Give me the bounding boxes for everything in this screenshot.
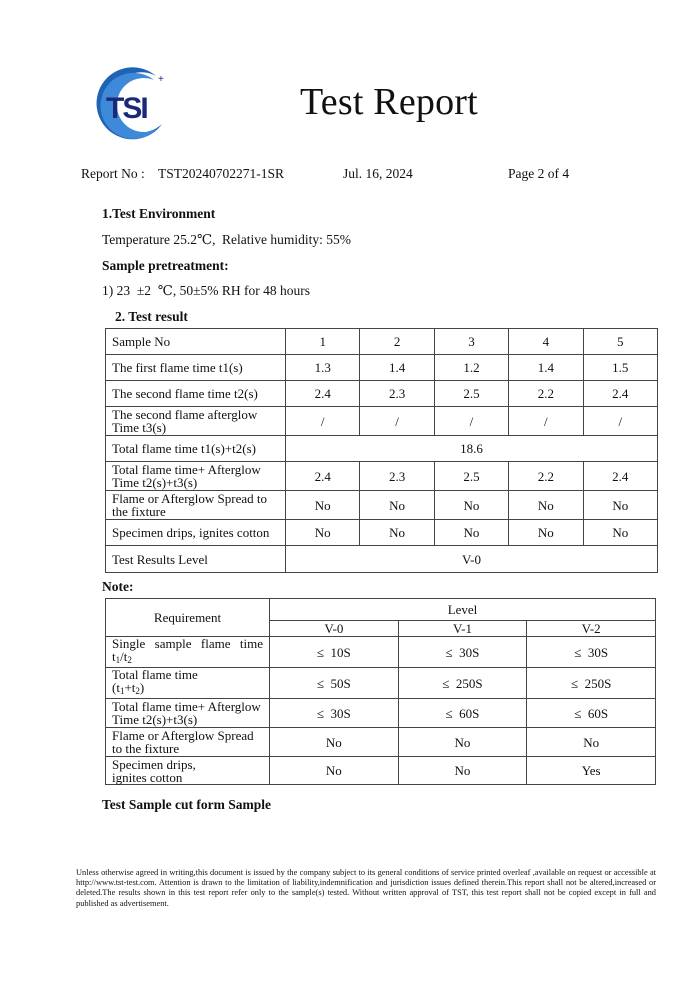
cell: No — [286, 491, 360, 520]
sample-no-5: 5 — [583, 329, 657, 355]
row-label: Total flame time+ Afterglow Time t2(s)+t3(s) — [106, 462, 286, 491]
table-row — [106, 728, 656, 757]
row-label: Flame or Afterglow Spread to the fixture — [106, 728, 270, 757]
cell: No — [270, 757, 399, 785]
cell: 2.4 — [583, 462, 657, 491]
row-label: Total flame time $(t_1+t_2)$ — [106, 668, 270, 699]
cell: 1.4 — [509, 355, 583, 381]
cell: ≤ 60S — [527, 699, 656, 728]
cell: No — [527, 728, 656, 757]
note-heading: Note: — [102, 579, 134, 594]
cell: 1.2 — [434, 355, 508, 381]
sample-no-4: 4 — [509, 329, 583, 355]
table-row — [106, 355, 658, 381]
tst-logo — [92, 66, 172, 146]
sample-cut-heading: Test Sample cut form Sample — [102, 797, 271, 812]
table-row — [106, 381, 658, 407]
row-label: Specimen drips, ignites cotton — [106, 520, 286, 546]
test-result-table — [105, 328, 658, 573]
cell: ≤ 30S — [398, 637, 527, 668]
env-heading: 1.Test Environment — [102, 206, 216, 221]
cell: 2.4 — [286, 462, 360, 491]
result-level-value: V-0 — [286, 546, 658, 573]
level-header: Level — [270, 599, 656, 621]
footer-disclaimer: Unless otherwise agreed in writing,this document is issued by the company subject to its general conditions of service printed overleaf ,available on request or accessible at http://www.tst-test.com. Attention is drawn to the limitation of liability,indemnification and jurisdiction issues defined therein.This report shall not be altered,increased or deleted.The results shown in this test report refer only to the sample(s) tested. Without written approval of TST, this test report shall not be copied except in full and published as advertisement. — [76, 868, 656, 908]
humidity: Relative humidity: 55% — [222, 232, 351, 247]
result-heading: 2. Test result — [115, 309, 188, 324]
svg-text:+: + — [158, 74, 164, 85]
requirement-header: Requirement — [106, 599, 270, 637]
cell: / — [583, 407, 657, 436]
table-row — [106, 599, 656, 621]
table-row — [106, 491, 658, 520]
total-flame-value: 18.6 — [286, 436, 658, 462]
table-row — [106, 546, 658, 573]
cell: ≤ 30S — [527, 637, 656, 668]
report-date: Jul. 16, 2024 — [343, 166, 413, 181]
cell: / — [509, 407, 583, 436]
table-row — [106, 699, 656, 728]
cell: / — [360, 407, 434, 436]
pretreatment-text: 1) 23 ±2 ℃, 50±5% RH for 48 hours — [102, 283, 311, 298]
cell: 2.4 — [583, 381, 657, 407]
cell: No — [583, 520, 657, 546]
row-label: Flame or Afterglow Spread to the fixture — [106, 491, 286, 520]
pretreatment-heading: Sample pretreatment: — [102, 258, 229, 273]
table-row — [106, 436, 658, 462]
cell: ≤ 250S — [527, 668, 656, 699]
cell: 1.4 — [360, 355, 434, 381]
cell: 1.3 — [286, 355, 360, 381]
cell: ≤ 10S — [270, 637, 399, 668]
page-title: Test Report — [300, 81, 478, 123]
cell: No — [583, 491, 657, 520]
page-number: Page 2 of 4 — [508, 166, 570, 181]
row-label: The second flame afterglow Time t3(s) — [106, 407, 286, 436]
row-label: The second flame time t2(s) — [106, 381, 286, 407]
row-label: Specimen drips, ignites cotton — [106, 757, 270, 785]
level-v2: V-2 — [527, 621, 656, 637]
row-label: Test Results Level — [106, 546, 286, 573]
cell: / — [286, 407, 360, 436]
report-no: TST20240702271-1SR — [158, 166, 285, 181]
cell: 1.5 — [583, 355, 657, 381]
table-row — [106, 329, 658, 355]
cell: 2.2 — [509, 381, 583, 407]
cell: No — [360, 520, 434, 546]
cell: No — [270, 728, 399, 757]
table-row — [106, 668, 656, 699]
temperature: Temperature 25.2℃, — [102, 232, 216, 247]
sample-no-3: 3 — [434, 329, 508, 355]
cell: 2.5 — [434, 381, 508, 407]
table-row — [106, 462, 658, 491]
cell: / — [434, 407, 508, 436]
cell: Yes — [527, 757, 656, 785]
table-row — [106, 407, 658, 436]
cell: No — [509, 520, 583, 546]
level-v0: V-0 — [270, 621, 399, 637]
table-row — [106, 757, 656, 785]
row-label: The first flame time t1(s) — [106, 355, 286, 381]
row-label: Single sample flame time $t_1/t_2$ — [106, 637, 270, 668]
cell: ≤ 60S — [398, 699, 527, 728]
cell: 2.3 — [360, 462, 434, 491]
cell: No — [286, 520, 360, 546]
cell: No — [398, 728, 527, 757]
level-v1: V-1 — [398, 621, 527, 637]
cell: 2.4 — [286, 381, 360, 407]
cell: 2.3 — [360, 381, 434, 407]
cell: 2.2 — [509, 462, 583, 491]
table-row — [106, 520, 658, 546]
cell: ≤ 30S — [270, 699, 399, 728]
header-label: Sample No — [106, 329, 286, 355]
report-no-label: Report No : — [81, 166, 145, 181]
logo-text: TSI — [106, 92, 147, 125]
row-label: Total flame time+ Afterglow Time t2(s)+t3(s) — [106, 699, 270, 728]
cell: No — [434, 491, 508, 520]
cell: ≤ 50S — [270, 668, 399, 699]
cell: ≤ 250S — [398, 668, 527, 699]
row-label: Total flame time t1(s)+t2(s) — [106, 436, 286, 462]
cell: No — [434, 520, 508, 546]
cell: No — [360, 491, 434, 520]
cell: No — [398, 757, 527, 785]
table-row — [106, 637, 656, 668]
sample-no-2: 2 — [360, 329, 434, 355]
sample-no-1: 1 — [286, 329, 360, 355]
cell: 2.5 — [434, 462, 508, 491]
requirement-table — [105, 598, 656, 785]
cell: No — [509, 491, 583, 520]
